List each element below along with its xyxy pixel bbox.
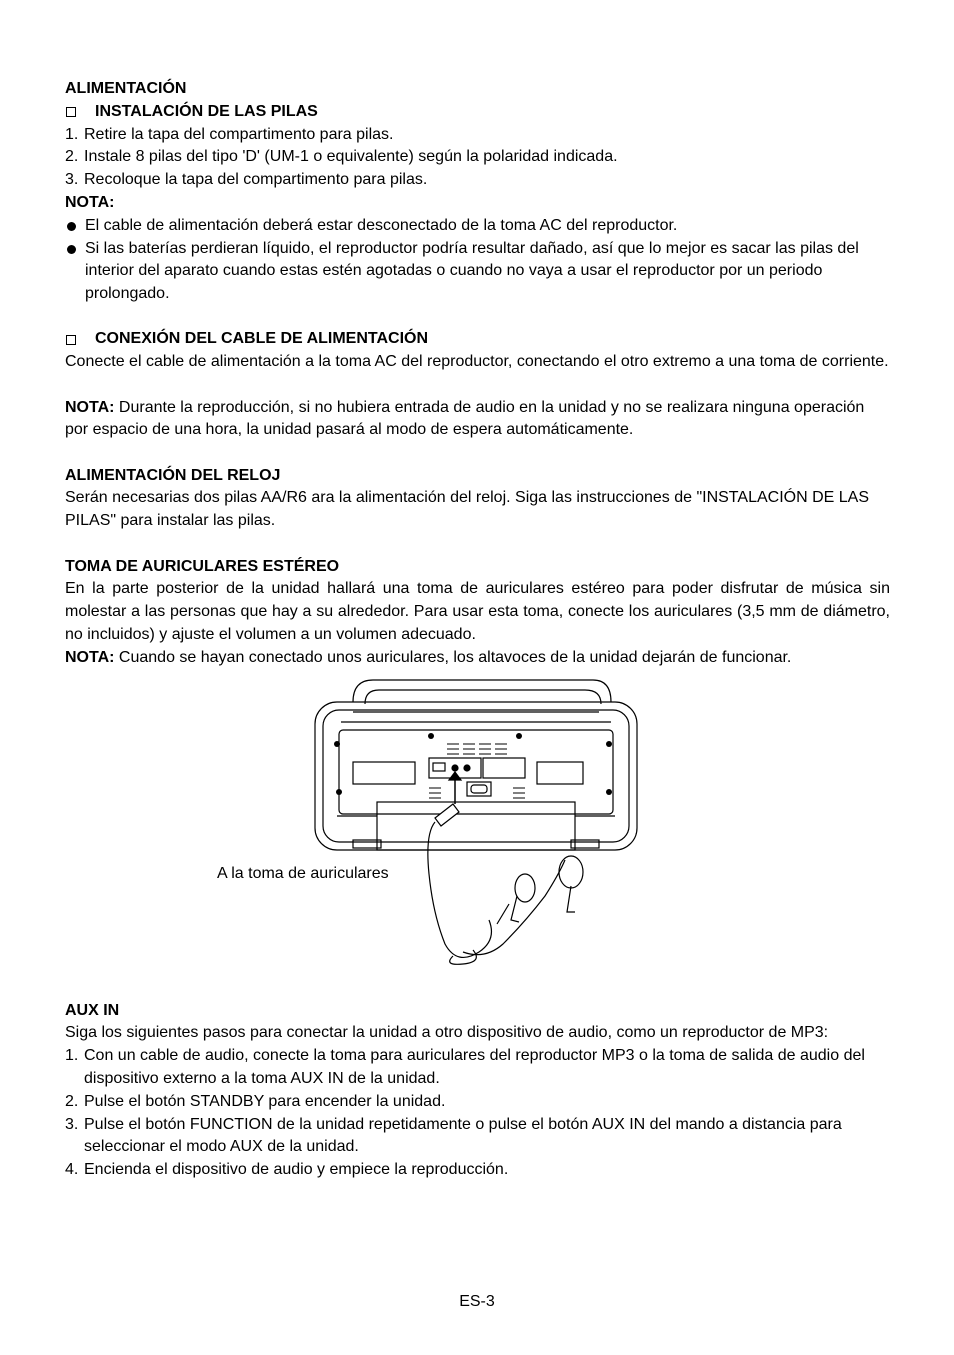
- nota3-paragraph: NOTA: Cuando se hayan conectado unos auriculares, los altavoces de la unidad dejarán de funcionar.: [65, 648, 792, 666]
- auriculares-paragraph: En la parte posterior de la unidad hallará una toma de auriculares estéreo para poder disfrutar de música sin molestar a las personas que hay a su alrededor. Para usar esta toma, conecte los auriculares (3,5 mm de diámetro, no incluidos) y ajuste el volumen a un volumen adecuado.: [65, 580, 890, 643]
- checkbox-square-icon: [66, 107, 76, 117]
- bullet-icon: [65, 238, 85, 306]
- aux-paragraph: Siga los siguientes pasos para conectar la unidad a otro dispositivo de audio, como un reproductor de MP3:: [65, 1024, 829, 1042]
- alimentacion-heading: ALIMENTACIÓN: [65, 80, 187, 97]
- list-item: 3. Pulse el botón FUNCTION de la unidad repetidamente o pulse el botón AUX IN del mando a distancia para seleccionar el modo AUX de la unidad.: [65, 1115, 842, 1156]
- cable-subheading-label: CONEXIÓN DEL CABLE DE ALIMENTACIÓN: [95, 330, 429, 348]
- list-item: 1. Con un cable de audio, conecte la toma para auriculares del reproductor MP3 o la toma de salida de audio del dispositivo externo a la toma AUX IN de la unidad.: [65, 1047, 865, 1087]
- auriculares-heading: TOMA DE AURICULARES ESTÉREO: [65, 557, 340, 575]
- list-item: 2. Pulse el botón STANDBY para encender la unidad.: [65, 1092, 446, 1110]
- list-item: Si las baterías perdieran líquido, el reproductor podría resultar dañado, así que lo mejor es sacar las pilas del interior del aparato cuando estas estén agotadas o cuando no vaya a usar el reproductor por un periodo prolongado.: [65, 238, 890, 306]
- player-back-illustration: [313, 674, 643, 974]
- cable-subheading: [65, 328, 890, 351]
- checkbox-square-icon: [66, 335, 76, 345]
- list-item: El cable de alimentación deberá estar desconectado de la toma AC del reproductor.: [65, 215, 890, 238]
- page-number: ES-3: [459, 1293, 495, 1310]
- pilas-subheading: [65, 101, 890, 124]
- list-item: 1. Retire la tapa del compartimento para pilas.: [65, 125, 394, 143]
- reloj-heading: ALIMENTACIÓN DEL RELOJ: [65, 466, 281, 484]
- headphone-diagram: [65, 670, 890, 1000]
- list-item: 2. Instale 8 pilas del tipo 'D' (UM-1 o equivalente) según la polaridad indicada.: [65, 148, 618, 166]
- cable-paragraph: Conecte el cable de alimentación a la toma AC del reproductor, conectando el otro extremo a una toma de corriente.: [65, 353, 889, 371]
- reloj-paragraph: Serán necesarias dos pilas AA/R6 ara la alimentación del reloj. Siga las instrucciones de "INSTALACIÓN DE LAS PILAS" para instalar las pilas.: [65, 489, 869, 530]
- manual-page: [65, 78, 890, 1182]
- list-item: 4. Encienda el dispositivo de audio y empiece la reproducción.: [65, 1161, 509, 1179]
- list-item: 3. Recoloque la tapa del compartimento para pilas.: [65, 171, 428, 189]
- nota2-paragraph: NOTA: Durante la reproducción, si no hubiera entrada de audio en la unidad y no se realizara ninguna operación por espacio de una hora, la unidad pasará al modo de espera automáticamente.: [65, 398, 865, 439]
- nota-label: NOTA:: [65, 193, 115, 211]
- figure-caption: A la toma de auriculares: [217, 864, 389, 882]
- aux-heading: AUX IN: [65, 1001, 120, 1019]
- pilas-subheading-label: INSTALACIÓN DE LAS PILAS: [95, 102, 318, 120]
- bullet-icon: [65, 215, 85, 238]
